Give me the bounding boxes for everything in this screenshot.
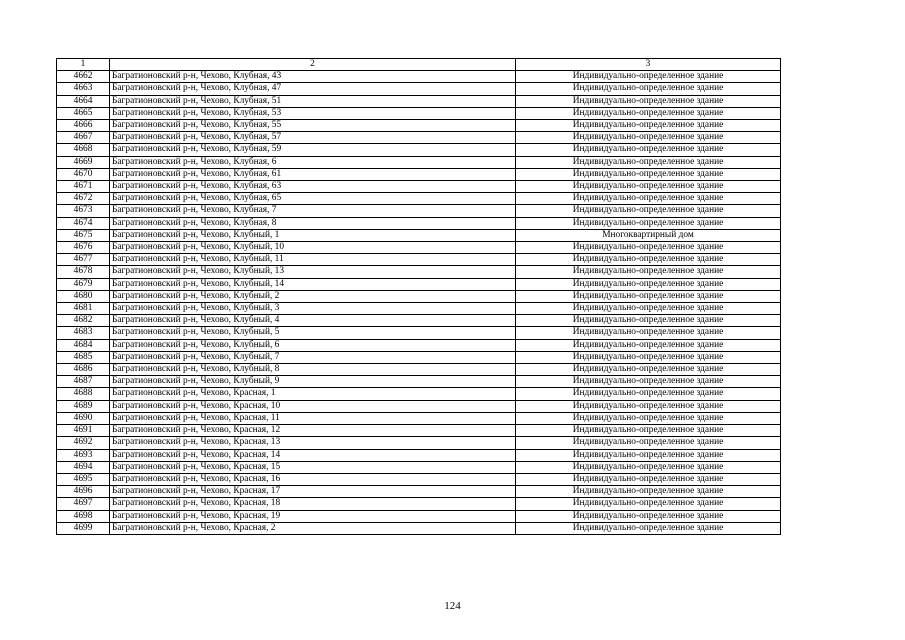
row-number: 4670: [57, 168, 110, 180]
row-address: Багратионовский р-н, Чехово, Красная, 16: [110, 473, 516, 485]
row-number: 4682: [57, 315, 110, 327]
row-number: 4696: [57, 486, 110, 498]
table-row: [57, 522, 781, 534]
row-address: Багратионовский р-н, Чехово, Клубный, 6: [110, 339, 516, 351]
row-number: 4688: [57, 388, 110, 400]
row-address: Багратионовский р-н, Чехово, Красная, 12: [110, 425, 516, 437]
table-row: [57, 412, 781, 424]
row-object-type: Индивидуально-определенное здание: [516, 522, 781, 534]
row-number: 4666: [57, 120, 110, 132]
row-number: 4669: [57, 156, 110, 168]
table-row: [57, 425, 781, 437]
row-object-type: Индивидуально-определенное здание: [516, 498, 781, 510]
row-address: Багратионовский р-н, Чехово, Клубный, 9: [110, 376, 516, 388]
row-address: Багратионовский р-н, Чехово, Клубный, 10: [110, 242, 516, 254]
row-number: 4665: [57, 107, 110, 119]
row-address: Багратионовский р-н, Чехово, Клубная, 7: [110, 205, 516, 217]
row-object-type: Индивидуально-определенное здание: [516, 290, 781, 302]
row-address: Багратионовский р-н, Чехово, Клубный, 2: [110, 290, 516, 302]
row-number: 4672: [57, 193, 110, 205]
row-number: 4699: [57, 522, 110, 534]
row-address: Багратионовский р-н, Чехово, Красная, 1: [110, 388, 516, 400]
table-row: [57, 107, 781, 119]
row-address: Багратионовский р-н, Чехово, Красная, 19: [110, 510, 516, 522]
row-object-type: Индивидуально-определенное здание: [516, 412, 781, 424]
table-row: [57, 144, 781, 156]
table-row: [57, 486, 781, 498]
table-row: [57, 510, 781, 522]
table-row: [57, 71, 781, 83]
row-number: 4663: [57, 83, 110, 95]
row-number: 4680: [57, 290, 110, 302]
row-address: Багратионовский р-н, Чехово, Красная, 2: [110, 522, 516, 534]
table-body: [57, 71, 781, 535]
table-row: [57, 376, 781, 388]
row-object-type: Индивидуально-определенное здание: [516, 339, 781, 351]
row-object-type: Индивидуально-определенное здание: [516, 217, 781, 229]
row-address: Багратионовский р-н, Чехово, Клубный, 4: [110, 315, 516, 327]
row-address: Багратионовский р-н, Чехово, Клубная, 57: [110, 132, 516, 144]
row-number: 4692: [57, 437, 110, 449]
table-row: [57, 156, 781, 168]
row-object-type: Индивидуально-определенное здание: [516, 120, 781, 132]
row-address: Багратионовский р-н, Чехово, Клубная, 47: [110, 83, 516, 95]
header-col-address: 2: [110, 59, 516, 71]
row-number: 4673: [57, 205, 110, 217]
row-object-type: Индивидуально-определенное здание: [516, 181, 781, 193]
row-object-type: Индивидуально-определенное здание: [516, 168, 781, 180]
row-object-type: Индивидуально-определенное здание: [516, 144, 781, 156]
row-object-type: Индивидуально-определенное здание: [516, 71, 781, 83]
row-object-type: Индивидуально-определенное здание: [516, 449, 781, 461]
row-number: 4683: [57, 327, 110, 339]
row-address: Багратионовский р-н, Чехово, Клубная, 51: [110, 95, 516, 107]
row-number: 4689: [57, 400, 110, 412]
table-row: [57, 473, 781, 485]
row-address: Багратионовский р-н, Чехово, Клубный, 3: [110, 303, 516, 315]
table-row: [57, 315, 781, 327]
row-object-type: Индивидуально-определенное здание: [516, 327, 781, 339]
row-number: 4674: [57, 217, 110, 229]
row-object-type: Индивидуально-определенное здание: [516, 132, 781, 144]
row-number: 4694: [57, 461, 110, 473]
row-number: 4664: [57, 95, 110, 107]
row-address: Багратионовский р-н, Чехово, Клубная, 61: [110, 168, 516, 180]
row-object-type: Индивидуально-определенное здание: [516, 315, 781, 327]
table-row: [57, 327, 781, 339]
table-row: [57, 132, 781, 144]
row-object-type: Индивидуально-определенное здание: [516, 242, 781, 254]
row-address: Багратионовский р-н, Чехово, Красная, 15: [110, 461, 516, 473]
row-object-type: Индивидуально-определенное здание: [516, 437, 781, 449]
row-address: Багратионовский р-н, Чехово, Клубная, 53: [110, 107, 516, 119]
table-row: [57, 278, 781, 290]
table-row: [57, 461, 781, 473]
row-number: 4685: [57, 351, 110, 363]
page-number: 124: [444, 600, 461, 612]
row-object-type: Индивидуально-определенное здание: [516, 254, 781, 266]
row-number: 4667: [57, 132, 110, 144]
table-row: [57, 437, 781, 449]
row-number: 4679: [57, 278, 110, 290]
row-address: Багратионовский р-н, Чехово, Клубная, 6: [110, 156, 516, 168]
table-row: [57, 290, 781, 302]
row-object-type: Индивидуально-определенное здание: [516, 83, 781, 95]
table-row: [57, 400, 781, 412]
header-col-type: 3: [516, 59, 781, 71]
table-row: [57, 242, 781, 254]
row-object-type: Индивидуально-определенное здание: [516, 486, 781, 498]
row-object-type: Индивидуально-определенное здание: [516, 303, 781, 315]
row-number: 4691: [57, 425, 110, 437]
row-object-type: Индивидуально-определенное здание: [516, 400, 781, 412]
row-number: 4675: [57, 229, 110, 241]
table-row: [57, 339, 781, 351]
row-number: 4687: [57, 376, 110, 388]
row-address: Багратионовский р-н, Чехово, Красная, 10: [110, 400, 516, 412]
row-number: 4677: [57, 254, 110, 266]
row-address: Багратионовский р-н, Чехово, Клубная, 8: [110, 217, 516, 229]
row-number: 4690: [57, 412, 110, 424]
row-object-type: Индивидуально-определенное здание: [516, 193, 781, 205]
row-number: 4668: [57, 144, 110, 156]
table-row: [57, 217, 781, 229]
row-object-type: Индивидуально-определенное здание: [516, 376, 781, 388]
property-table: [56, 58, 781, 535]
table-row: [57, 193, 781, 205]
table-row: [57, 83, 781, 95]
row-address: Багратионовский р-н, Чехово, Клубная, 59: [110, 144, 516, 156]
table-row: [57, 498, 781, 510]
table-row: [57, 254, 781, 266]
row-object-type: Индивидуально-определенное здание: [516, 266, 781, 278]
row-object-type: Индивидуально-определенное здание: [516, 364, 781, 376]
table-row: [57, 168, 781, 180]
row-object-type: Индивидуально-определенное здание: [516, 156, 781, 168]
table-row: [57, 303, 781, 315]
row-number: 4686: [57, 364, 110, 376]
row-address: Багратионовский р-н, Чехово, Клубная, 63: [110, 181, 516, 193]
row-address: Багратионовский р-н, Чехово, Красная, 18: [110, 498, 516, 510]
row-address: Багратионовский р-н, Чехово, Клубный, 8: [110, 364, 516, 376]
row-object-type: Индивидуально-определенное здание: [516, 205, 781, 217]
table-row: [57, 449, 781, 461]
row-address: Багратионовский р-н, Чехово, Клубный, 13: [110, 266, 516, 278]
row-address: Багратионовский р-н, Чехово, Красная, 11: [110, 412, 516, 424]
row-address: Багратионовский р-н, Чехово, Клубный, 5: [110, 327, 516, 339]
row-address: Багратионовский р-н, Чехово, Клубный, 11: [110, 254, 516, 266]
table-row: [57, 351, 781, 363]
row-number: 4695: [57, 473, 110, 485]
row-object-type: Многоквартирный дом: [516, 229, 781, 241]
row-address: Багратионовский р-н, Чехово, Красная, 13: [110, 437, 516, 449]
row-object-type: Индивидуально-определенное здание: [516, 95, 781, 107]
row-address: Багратионовский р-н, Чехово, Клубная, 55: [110, 120, 516, 132]
row-object-type: Индивидуально-определенное здание: [516, 351, 781, 363]
row-number: 4681: [57, 303, 110, 315]
row-object-type: Индивидуально-определенное здание: [516, 388, 781, 400]
table-row: [57, 120, 781, 132]
row-object-type: Индивидуально-определенное здание: [516, 278, 781, 290]
row-address: Багратионовский р-н, Чехово, Клубный, 1: [110, 229, 516, 241]
table-row: [57, 181, 781, 193]
row-number: 4698: [57, 510, 110, 522]
row-number: 4678: [57, 266, 110, 278]
table-row: [57, 95, 781, 107]
table-row: [57, 388, 781, 400]
row-object-type: Индивидуально-определенное здание: [516, 107, 781, 119]
row-address: Багратионовский р-н, Чехово, Клубный, 7: [110, 351, 516, 363]
row-number: 4662: [57, 71, 110, 83]
row-number: 4671: [57, 181, 110, 193]
row-number: 4693: [57, 449, 110, 461]
header-col-number: 1: [57, 59, 110, 71]
row-object-type: Индивидуально-определенное здание: [516, 510, 781, 522]
table-row: [57, 205, 781, 217]
row-address: Багратионовский р-н, Чехово, Клубная, 65: [110, 193, 516, 205]
row-number: 4697: [57, 498, 110, 510]
row-number: 4676: [57, 242, 110, 254]
row-address: Багратионовский р-н, Чехово, Красная, 17: [110, 486, 516, 498]
table-header-row: [57, 59, 781, 71]
row-object-type: Индивидуально-определенное здание: [516, 473, 781, 485]
row-address: Багратионовский р-н, Чехово, Красная, 14: [110, 449, 516, 461]
table-row: [57, 229, 781, 241]
row-address: Багратионовский р-н, Чехово, Клубная, 43: [110, 71, 516, 83]
table-row: [57, 266, 781, 278]
table-row: [57, 364, 781, 376]
row-address: Багратионовский р-н, Чехово, Клубный, 14: [110, 278, 516, 290]
row-object-type: Индивидуально-определенное здание: [516, 461, 781, 473]
row-object-type: Индивидуально-определенное здание: [516, 425, 781, 437]
row-number: 4684: [57, 339, 110, 351]
